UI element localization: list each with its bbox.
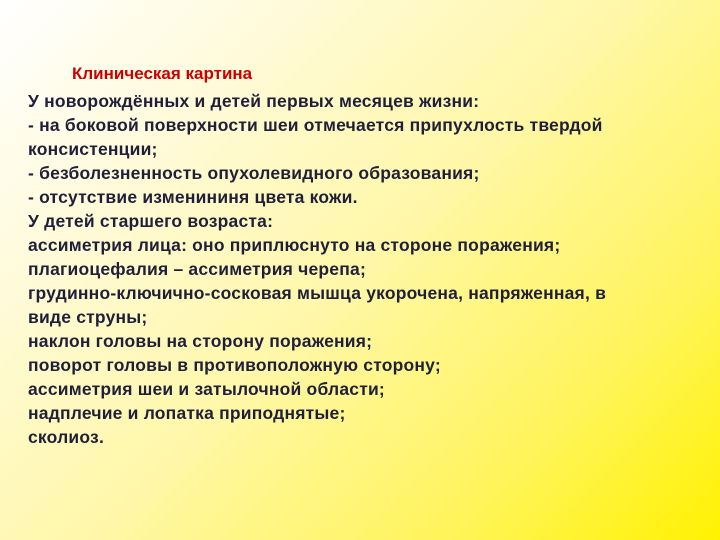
text-line: ассиметрия шеи и затылочной области;	[28, 379, 385, 399]
slide-title: Клиническая картина	[72, 64, 253, 83]
text-line: - на боковой поверхности шеи отмечается припухлость твердой	[28, 115, 603, 135]
text-line: наклон головы на сторону поражения;	[28, 331, 373, 351]
text-line: - отсутствие изменининя цвета кожи.	[28, 187, 358, 207]
text-line: надплечие и лопатка приподнятые;	[28, 403, 346, 423]
text-line: виде струны;	[28, 307, 148, 327]
text-line: - безболезненность опухолевидного образования;	[28, 163, 480, 183]
slide-body	[28, 89, 698, 449]
text-line: У детей старшего возраста:	[28, 211, 274, 231]
text-line: плагиоцефалия – ассиметрия черепа;	[28, 259, 366, 279]
text-line: У новорождённых и детей первых месяцев жизни:	[28, 91, 480, 111]
text-line: сколиоз.	[28, 427, 105, 447]
text-line: консистенции;	[28, 139, 158, 159]
text-line: поворот головы в противоположную сторону;	[28, 355, 441, 375]
text-line: ассиметрия лица: оно приплюснуто на стороне поражения;	[28, 235, 561, 255]
text-line: грудинно-ключично-сосковая мышца укорочена, напряженная, в	[28, 283, 607, 303]
